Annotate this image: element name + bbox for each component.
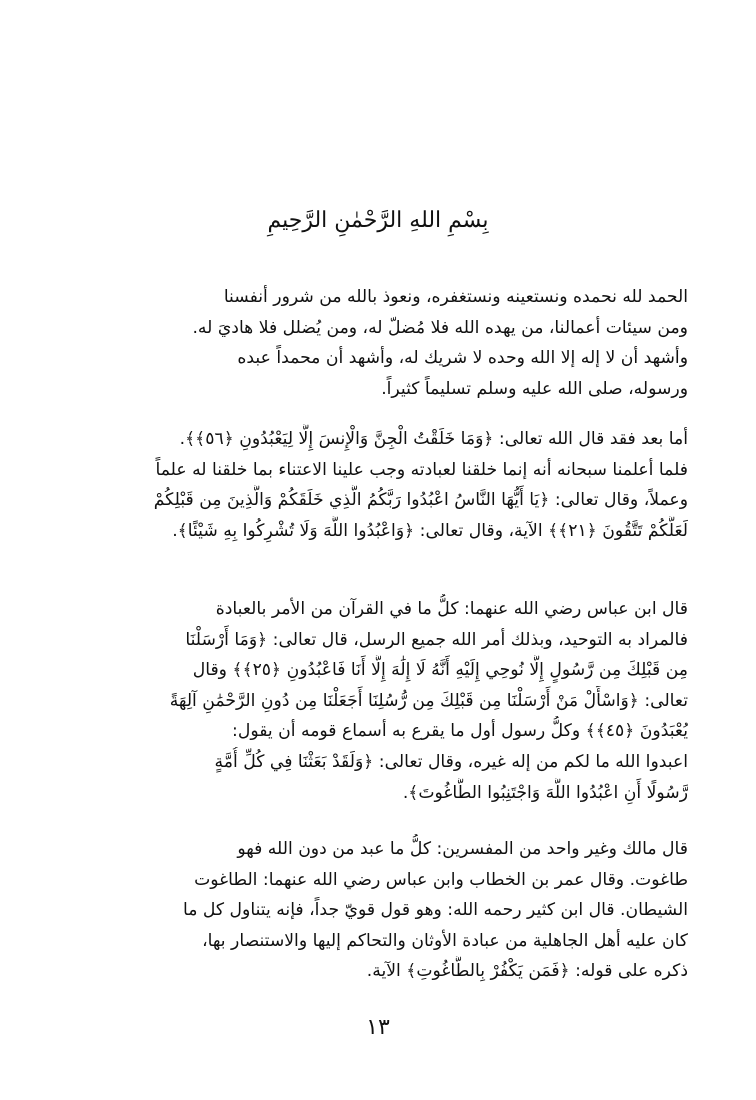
text-line: قال مالك وغير واحد من المفسرين: كلُّ ما عبد من دون الله فهو — [237, 839, 688, 859]
paragraph-worship — [88, 424, 688, 546]
text-line: ورسوله، صلى الله عليه وسلم تسليماً كثيراً. — [381, 378, 688, 399]
paragraph-taghut — [88, 834, 688, 987]
page-number: ١٣ — [366, 1015, 390, 1040]
text-line: أما بعد فقد قال الله تعالى: ﴿وَمَا خَلَقْتُ الْجِنَّ وَالْإِنسَ إِلَّا لِيَعْبُدُونِ ﴿٥٦﴾﴾. — [179, 429, 688, 449]
text-line: ذكره على قوله: ﴿فَمَن يَكْفُرْ بِالطَّاغُوتِ﴾ الآية. — [366, 961, 688, 982]
paragraph-intro — [88, 282, 688, 404]
text-line: وعملاً، وقال تعالى: ﴿يَا أَيُّهَا النَّاسُ اعْبُدُوا رَبَّكُمُ الَّذِي خَلَقَكُمْ وَالَّذِينَ مِن قَبْلِكُمْ — [153, 490, 688, 511]
text-line: اعبدوا الله ما لكم من إله غيره، وقال تعالى: ﴿وَلَقَدْ بَعَثْنَا فِي كُلِّ أُمَّةٍ — [214, 751, 688, 772]
text-line: قال ابن عباس رضي الله عنهما: كلُّ ما في القرآن من الأمر بالعبادة — [215, 599, 688, 619]
text-line: طاغوت. وقال عمر بن الخطاب وابن عباس رضي الله عنهما: الطاغوت — [194, 869, 688, 890]
basmala-text: بِسْمِ اللهِ الرَّحْمٰنِ الرَّحِيمِ — [267, 208, 489, 233]
paragraph-ibn-abbas — [88, 594, 688, 808]
basmala-heading — [0, 208, 756, 233]
text-line: فلما أعلمنا سبحانه أنه إنما خلقنا لعبادته وجب علينا الاعتناء بما خلقنا له علماً — [155, 459, 688, 480]
text-line: كان عليه أهل الجاهلية من عبادة الأوثان والتحاكم إليها والاستنصار بها، — [202, 930, 688, 951]
text-line: الحمد لله نحمده ونستعينه ونستغفره، ونعوذ بالله من شرور أنفسنا — [223, 287, 688, 307]
text-line: لَعَلَّكُمْ تَتَّقُونَ ﴿٢١﴾﴾ الآية، وقال تعالى: ﴿وَاعْبُدُوا اللَّهَ وَلَا تُشْرِكُوا بِهِ شَيْئًا﴾. — [172, 520, 688, 541]
text-line: تعالى: ﴿وَاسْأَلْ مَنْ أَرْسَلْنَا مِن قَبْلِكَ مِن رُّسُلِنَا أَجَعَلْنَا مِن دُونِ الرَّحْمَٰنِ آلِهَةً — [169, 690, 688, 711]
text-line: مِن قَبْلِكَ مِن رَّسُولٍ إِلَّا نُوحِي إِلَيْهِ أَنَّهُ لَا إِلَٰهَ إِلَّا أَنَا فَاعْبُدُونِ ﴿٢٥﴾﴾ وقال — [192, 660, 688, 681]
text-line: ومن سيئات أعمالنا، من يهده الله فلا مُضلّ له، ومن يُضلل فلا هاديَ له. — [192, 317, 688, 338]
text-line: فالمراد به التوحيد، وبذلك أمر الله جميع الرسل، قال تعالى: ﴿وَمَا أَرْسَلْنَا — [185, 629, 688, 650]
text-line: رَّسُولًا أَنِ اعْبُدُوا اللَّهَ وَاجْتَنِبُوا الطَّاغُوتَ﴾. — [402, 782, 688, 803]
text-line: يُعْبَدُونَ ﴿٤٥﴾﴾ وكلُّ رسول أول ما يقرع به أسماع قومه أن يقول: — [232, 721, 688, 742]
text-line: الشيطان. قال ابن كثير رحمه الله: وهو قول قويّ جداً، فإنه يتناول كل ما — [182, 900, 688, 921]
text-line: وأشهد أن لا إله إلا الله وحده لا شريك له، وأشهد أن محمداً عبده — [237, 348, 688, 369]
